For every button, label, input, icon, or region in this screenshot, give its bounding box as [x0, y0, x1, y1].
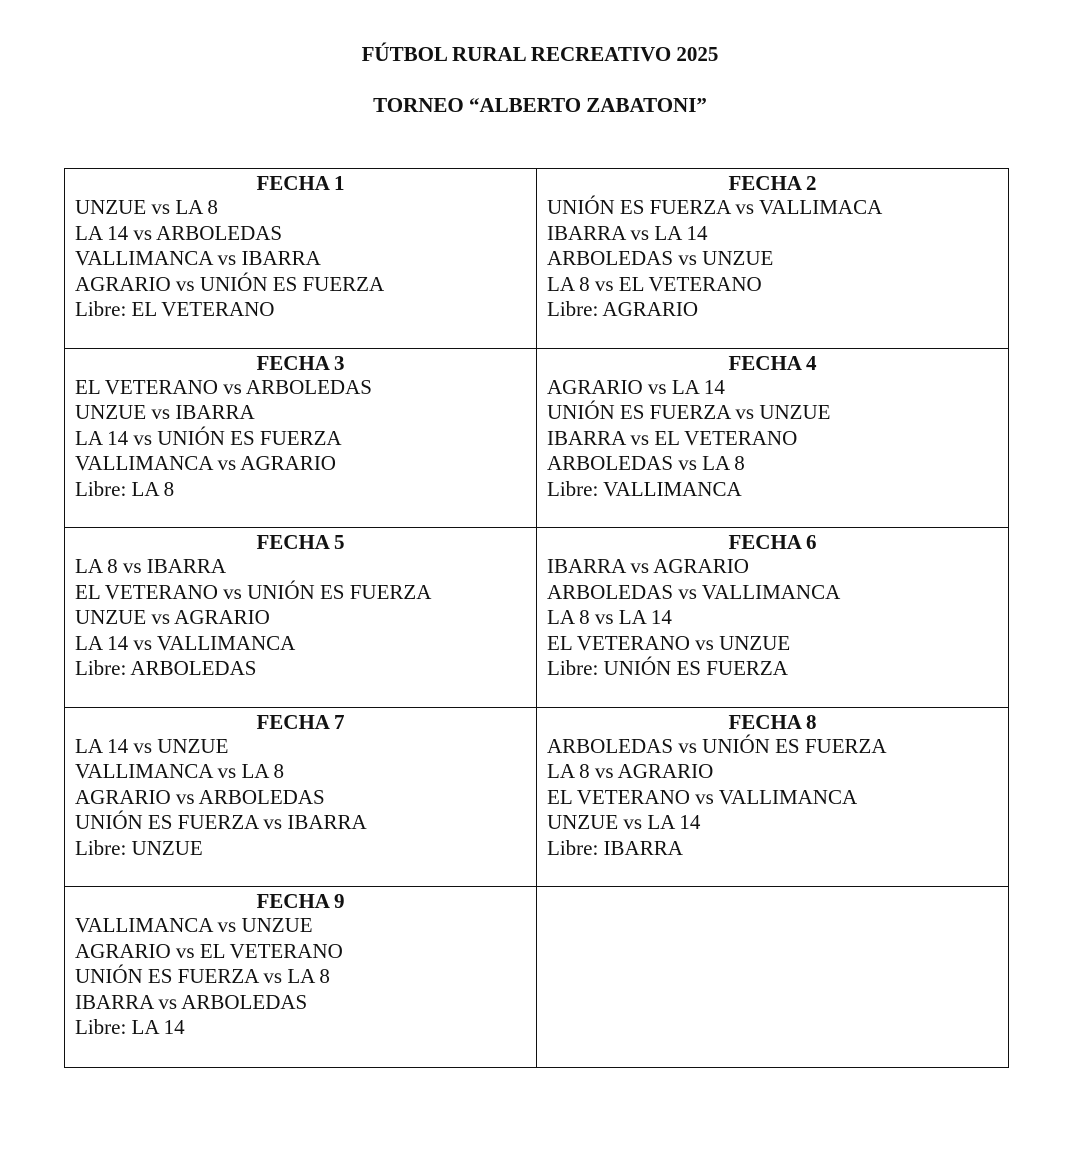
- fecha-5-heading: FECHA 5: [256, 530, 345, 555]
- match-line: AGRARIO vs LA 14: [547, 374, 725, 399]
- bye-team: Libre: IBARRA: [547, 835, 683, 860]
- fecha-9-cell: [65, 887, 537, 1067]
- fecha-3-cell: [65, 349, 537, 529]
- match-line: LA 14 vs UNZUE: [75, 733, 229, 758]
- fecha-3-heading: FECHA 3: [256, 350, 345, 375]
- match-line: UNZUE vs LA 14: [547, 810, 701, 835]
- match-line: VALLIMANCA vs UNZUE: [75, 913, 313, 938]
- match-line: UNZUE vs IBARRA: [75, 400, 255, 425]
- match-line: ARBOLEDAS vs UNIÓN ES FUERZA: [547, 733, 887, 758]
- page-title: FÚTBOL RURAL RECREATIVO 2025: [361, 42, 719, 66]
- bye-team: Libre: LA 14: [75, 1015, 185, 1040]
- bye-team: Libre: UNIÓN ES FUERZA: [547, 656, 788, 681]
- match-line: UNIÓN ES FUERZA vs UNZUE: [547, 400, 831, 425]
- match-line: UNZUE vs LA 8: [75, 195, 218, 219]
- match-line: IBARRA vs AGRARIO: [547, 554, 749, 579]
- tournament-subtitle: TORNEO “ALBERTO ZABATONI”: [373, 93, 707, 117]
- fecha-2-cell: [537, 169, 1008, 349]
- bye-team: Libre: EL VETERANO: [75, 297, 275, 321]
- bye-team: Libre: AGRARIO: [547, 297, 699, 321]
- match-line: UNIÓN ES FUERZA vs LA 8: [75, 964, 330, 989]
- fecha-6-heading: FECHA 6: [728, 530, 817, 555]
- fecha-6-cell: [537, 528, 1008, 708]
- match-line: LA 8 vs LA 14: [547, 605, 672, 630]
- match-line: LA 14 vs ARBOLEDAS: [75, 220, 283, 245]
- fecha-8-heading: FECHA 8: [728, 709, 817, 734]
- fecha-8-cell: [537, 708, 1008, 888]
- match-line: UNIÓN ES FUERZA vs IBARRA: [75, 810, 367, 835]
- match-line: LA 8 vs IBARRA: [75, 554, 227, 579]
- fecha-5-cell: [65, 528, 537, 708]
- bye-team: Libre: VALLIMANCA: [547, 476, 742, 501]
- fixture-table: [64, 168, 1009, 1068]
- match-line: LA 8 vs AGRARIO: [547, 759, 714, 784]
- match-line: ARBOLEDAS vs VALLIMANCA: [547, 579, 841, 604]
- match-line: LA 14 vs UNIÓN ES FUERZA: [75, 425, 342, 450]
- match-line: IBARRA vs EL VETERANO: [547, 425, 798, 450]
- match-line: EL VETERANO vs UNIÓN ES FUERZA: [75, 579, 432, 604]
- fecha-2-heading: FECHA 2: [728, 171, 817, 195]
- match-line: UNIÓN ES FUERZA vs VALLIMACA: [547, 195, 883, 219]
- fecha-7-heading: FECHA 7: [256, 709, 345, 734]
- match-line: LA 14 vs VALLIMANCA: [75, 630, 296, 655]
- match-line: AGRARIO vs UNIÓN ES FUERZA: [75, 271, 385, 296]
- fecha-7-cell: [65, 708, 537, 888]
- match-line: IBARRA vs ARBOLEDAS: [75, 989, 308, 1014]
- match-line: AGRARIO vs EL VETERANO: [75, 938, 343, 963]
- match-line: ARBOLEDAS vs LA 8: [547, 451, 745, 476]
- bye-team: Libre: LA 8: [75, 476, 175, 501]
- match-line: VALLIMANCA vs AGRARIO: [75, 451, 336, 476]
- match-line: EL VETERANO vs ARBOLEDAS: [75, 374, 372, 399]
- match-line: VALLIMANCA vs IBARRA: [75, 246, 321, 270]
- match-line: IBARRA vs LA 14: [547, 220, 708, 245]
- match-line: LA 8 vs EL VETERANO: [547, 271, 762, 296]
- match-line: EL VETERANO vs UNZUE: [547, 630, 791, 655]
- match-line: AGRARIO vs ARBOLEDAS: [75, 784, 325, 809]
- fecha-4-cell: [537, 349, 1008, 529]
- bye-team: Libre: UNZUE: [75, 835, 203, 860]
- match-line: EL VETERANO vs VALLIMANCA: [547, 784, 858, 809]
- fecha-1-heading: FECHA 1: [256, 171, 345, 195]
- empty-cell: [537, 887, 1008, 1067]
- fecha-4-heading: FECHA 4: [728, 350, 817, 375]
- fecha-1-cell: [65, 169, 537, 349]
- bye-team: Libre: ARBOLEDAS: [75, 656, 257, 681]
- match-line: ARBOLEDAS vs UNZUE: [547, 246, 774, 270]
- match-line: UNZUE vs AGRARIO: [75, 605, 270, 630]
- match-line: VALLIMANCA vs LA 8: [75, 759, 285, 784]
- fecha-9-heading: FECHA 9: [256, 889, 345, 914]
